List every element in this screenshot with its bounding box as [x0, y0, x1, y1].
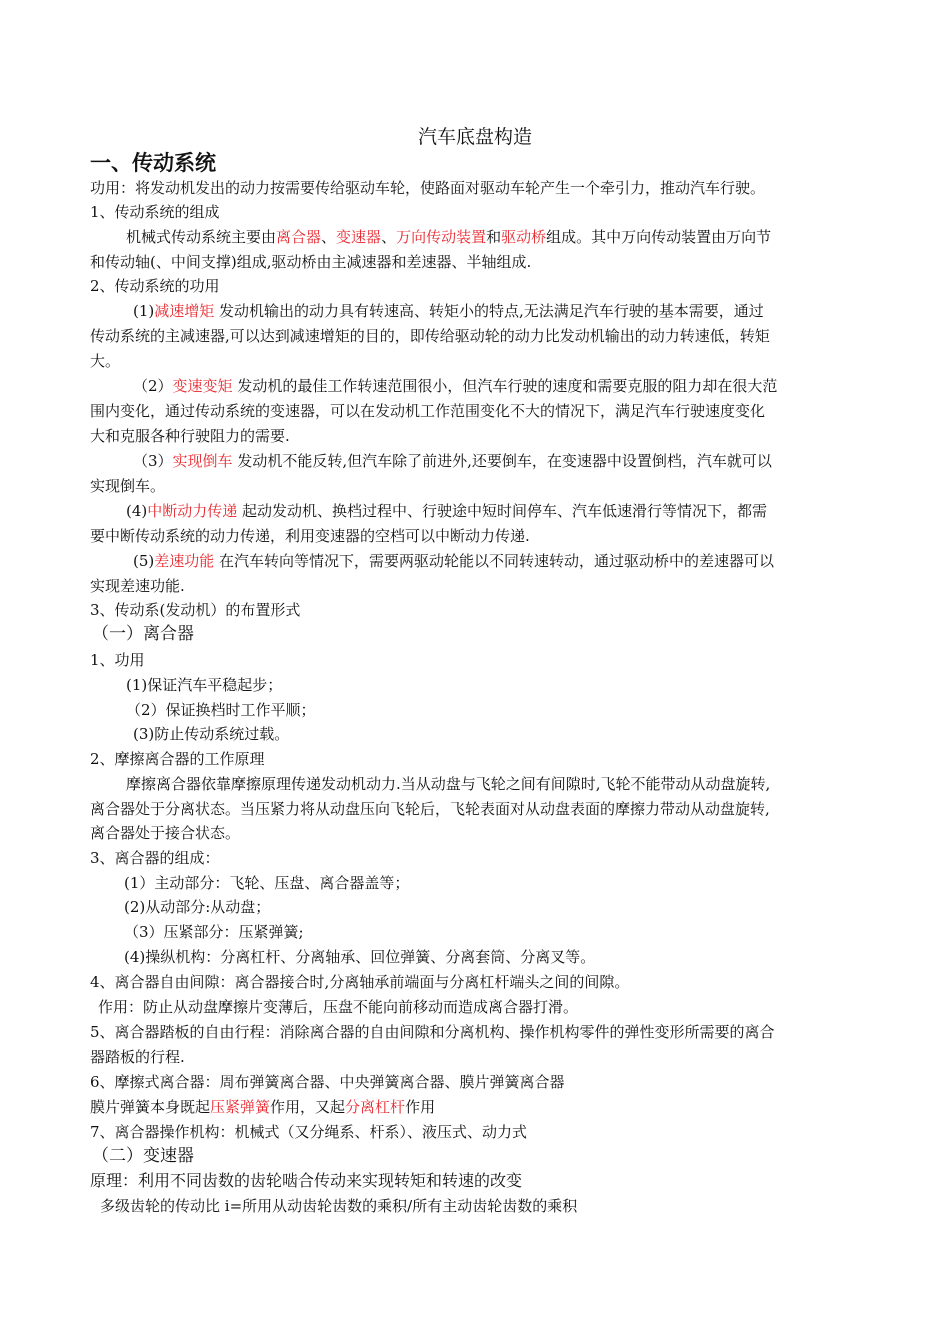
text: 发动机的最佳工作转速范围很小，但汽车行驶的速度和需要克服的阻力却在很大范: [232, 377, 778, 395]
text: 作用: [405, 1098, 436, 1116]
clutch-composition-item-1: (1）主动部分：飞轮、压盘、离合器盖等；: [124, 874, 410, 892]
gear-ratio-formula: 多级齿轮的传动比 i=所用从动齿轮齿数的乘积/所有主动齿轮齿数的乘积: [100, 1197, 578, 1215]
item-number: (1): [133, 302, 155, 320]
function-4-line-2: 要中断传动系统的动力传递，利用变速器的空档可以中断动力传递.: [90, 527, 530, 545]
function-line: 功用：将发动机发出的动力按需要传给驱动车轮，使路面对驱动车轮产生一个牵引力，推动汽车行驶。: [90, 179, 766, 197]
clutch-composition-item-2: (2)从动部分:从动盘；: [124, 898, 271, 916]
highlight-gearbox: 变速器: [336, 228, 382, 246]
friction-clutch-types: 6、摩擦式离合器：周布弹簧离合器、中央弹簧离合器、膜片弹簧离合器: [90, 1073, 565, 1091]
pedal-free-travel-line-2: 器踏板的行程.: [90, 1048, 185, 1066]
clutch-function-item-1: (1)保证汽车平稳起步；: [126, 676, 283, 694]
function-2-line-2: 围内变化，通过传动系统的变速器，可以在发动机工作范围变化不大的情况下，满足汽车行驶速度变化: [90, 402, 766, 420]
highlight-clutch: 离合器: [276, 228, 322, 246]
function-4-line-1: [126, 500, 866, 522]
clutch-function-title: 1、功用: [90, 651, 145, 669]
text: 和: [486, 228, 502, 246]
composition-paragraph-line-2: 和传动轴(、中间支撑)组成,驱动桥由主减速器和差速器、半轴组成.: [90, 253, 532, 271]
function-1-line-3: 大。: [90, 352, 121, 370]
function-2-line-1: [133, 375, 866, 397]
highlight-term: 中断动力传递: [147, 502, 238, 520]
item-number: （2）: [133, 377, 173, 395]
highlight-term: 实现倒车: [172, 452, 233, 470]
item-number: (5): [133, 552, 155, 570]
function-1-line-1: [133, 300, 866, 322]
function-3-line-1: [133, 450, 866, 472]
text: 发动机不能反转,但汽车除了前进外,还要倒车，在变速器中设置倒档，汽车就可以: [232, 452, 772, 470]
highlight-term: 变速变矩: [172, 377, 233, 395]
function-5-line-1: [133, 550, 866, 572]
clutch-composition-title: 3、离合器的组成：: [90, 849, 220, 867]
highlight-pressure-spring: 压紧弹簧: [210, 1098, 271, 1116]
highlight-term: 减速增矩: [154, 302, 215, 320]
text: 发动机输出的动力具有转速高、转矩小的特点,无法满足汽车行驶的基本需要，通过: [214, 302, 764, 320]
diaphragm-spring-note: [90, 1096, 865, 1118]
highlight-universal-drive: 万向传动装置: [396, 228, 487, 246]
function-5-line-2: 实现差速功能.: [90, 577, 185, 595]
highlight-release-lever: 分离杠杆: [345, 1098, 406, 1116]
clutch-principle-line-2: 离合器处于分离状态。当压紧力将从动盘压向飞轮后，飞轮表面对从动盘表面的摩擦力带动从动盘旋转,: [90, 800, 770, 818]
text: 、: [321, 228, 337, 246]
item-number: （3）: [133, 452, 173, 470]
function-3-line-2: 实现倒车。: [90, 477, 166, 495]
clutch-principle-title: 2、摩擦离合器的工作原理: [90, 750, 265, 768]
subsection-gearbox: （二）变速器: [92, 1146, 194, 1166]
highlight-term: 差速功能: [154, 552, 215, 570]
section-title-composition: 1、传动系统的组成: [90, 203, 220, 221]
highlight-drive-axle: 驱动桥: [501, 228, 547, 246]
pedal-free-travel-line-1: 5、离合器踏板的自由行程：消除离合器的自由间隙和分离机构、操作机构零件的弹性变形所需要的离合: [90, 1023, 775, 1041]
subsection-clutch: （一）离合器: [92, 624, 194, 644]
text: 组成。其中万向传动装置由万向节: [546, 228, 772, 246]
composition-paragraph-line-1: [126, 226, 866, 248]
text: 起动发动机、换档过程中、行驶途中短时间停车、汽车低速滑行等情况下，都需: [237, 502, 768, 520]
text: 膜片弹簧本身既起: [90, 1098, 211, 1116]
heading-transmission-system: 一、传动系统: [90, 151, 216, 175]
clutch-function-item-3: (3)防止传动系统过载。: [133, 725, 290, 743]
clutch-function-item-2: （2）保证换档时工作平顺；: [126, 701, 316, 719]
clutch-operating-mechanism: 7、离合器操作机构：机械式（又分绳系、杆系）、液压式、动力式: [90, 1123, 528, 1141]
clutch-free-gap: 4、离合器自由间隙：离合器接合时,分离轴承前端面与分离杠杆端头之间的间隙。: [90, 973, 630, 991]
text: 作用，又起: [270, 1098, 346, 1116]
clutch-free-gap-use: 作用：防止从动盘摩擦片变薄后，压盘不能向前移动而造成离合器打滑。: [98, 998, 579, 1016]
function-2-line-3: 大和克服各种行驶阻力的需要.: [90, 427, 290, 445]
function-1-line-2: 传动系统的主减速器,可以达到减速增矩的目的，即传给驱动轮的动力比发动机输出的动力转速低，转矩: [90, 327, 770, 345]
text: 、: [381, 228, 397, 246]
section-title-layout: 3、传动系(发动机）的布置形式: [90, 601, 301, 619]
item-number: (4): [126, 502, 148, 520]
text: 在汽车转向等情况下，需要两驱动轮能以不同转速转动，通过驱动桥中的差速器可以: [214, 552, 775, 570]
clutch-composition-item-4: (4)操纵机构：分离杠杆、分离轴承、回位弹簧、分离套筒、分离叉等。: [124, 948, 596, 966]
gearbox-principle: 原理：利用不同齿数的齿轮啮合传动来实现转矩和转速的改变: [90, 1171, 523, 1190]
document-title: 汽车底盘构造: [417, 126, 532, 148]
clutch-principle-line-3: 离合器处于接合状态。: [90, 824, 241, 842]
clutch-principle-line-1: 摩擦离合器依靠摩擦原理传递发动机动力.当从动盘与飞轮之间有间隙时,飞轮不能带动从动盘旋转,: [126, 775, 771, 793]
section-title-functions: 2、传动系统的功用: [90, 277, 220, 295]
text: 机械式传动系统主要由: [126, 228, 277, 246]
clutch-composition-item-3: （3）压紧部分：压紧弹簧;: [124, 923, 304, 941]
